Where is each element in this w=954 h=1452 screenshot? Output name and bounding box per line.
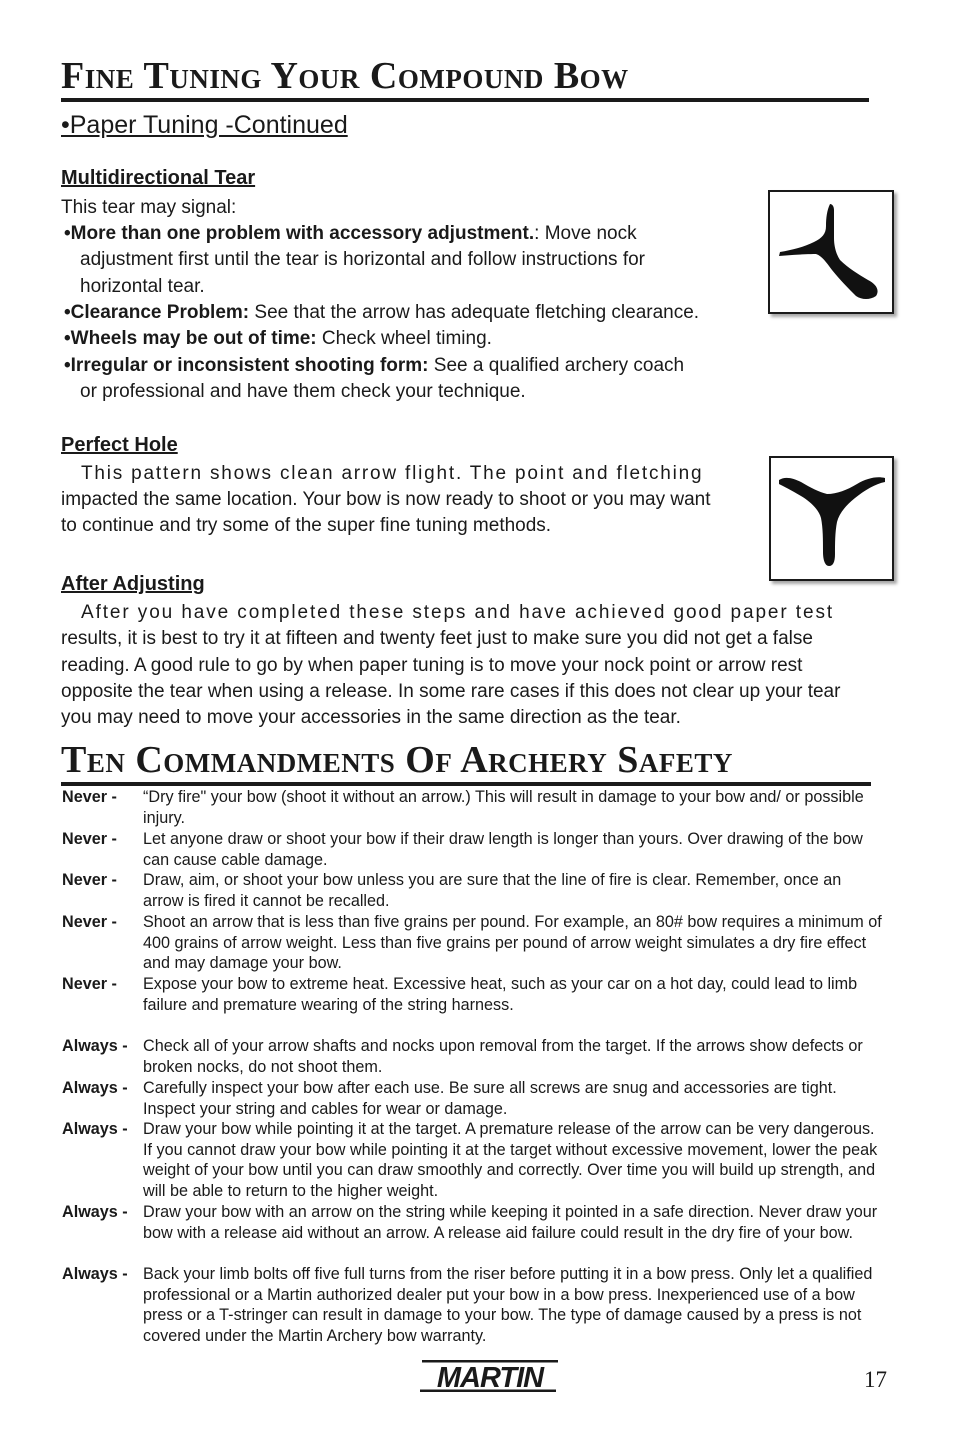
- commandment-item: [62, 912, 882, 974]
- commandment-item: [62, 974, 882, 1015]
- after-adjusting-line: opposite the tear when using a release. In some rare cases if this does not clear up your tear: [61, 681, 841, 702]
- commandment-text: Check all of your arrow shafts and nocks upon removal from the target. If the arrows show defects or broken nocks, do not shoot them.: [143, 1037, 863, 1076]
- commandment-label: Never -: [62, 975, 117, 993]
- commandment-item: [62, 1078, 882, 1119]
- martin-logo: [418, 1359, 562, 1393]
- bullet-bold: •More than one problem with accessory adjustment.: [64, 223, 535, 244]
- commandment-text: Back your limb bolts off five full turns from the riser before putting it in a bow press. Only let a qualified professional or a Martin authorized dealer put your bow in a bow press. Inexperienced use of a bow press or a T-stringer can result in damage to your bow. The type of damage caused by a press is not covered under the Martin Archery bow warranty.: [143, 1265, 873, 1345]
- commandment-text: Carefully inspect your bow after each use. Be sure all screws are snug and accessories are tight. Inspect your string and cables for wear or damage.: [143, 1079, 837, 1118]
- bullet-accessory-adjustment: [64, 221, 764, 300]
- bullet-continuation: adjustment first until the tear is horizontal and follow instructions for: [80, 249, 645, 271]
- commandment-label: Always -: [62, 1265, 128, 1283]
- commandment-item: [62, 1202, 882, 1243]
- bullet-text: : Move nock: [534, 223, 637, 244]
- commandment-item: [62, 1119, 882, 1201]
- commandment-label: Never -: [62, 871, 117, 889]
- perfect-hole-line: to continue and try some of the super fine tuning methods.: [61, 515, 552, 536]
- subheading-paper-tuning: •Paper Tuning -Continued: [61, 111, 348, 139]
- commandment-text: “Dry fire" your bow (shoot it without an arrow.) This will result in damage to your bow and/ or possible injury.: [143, 788, 864, 827]
- after-adjusting-line: you may need to move your accessories in the same direction as the tear.: [61, 707, 681, 728]
- logo-text: MARTIN: [436, 1362, 544, 1393]
- heading-multidirectional-tear: Multidirectional Tear: [61, 167, 256, 189]
- perfect-hole-image: [769, 456, 894, 581]
- commandment-item: [62, 829, 882, 870]
- bullet-text: See a qualified archery coach: [428, 355, 685, 376]
- commandment-text: Shoot an arrow that is less than five grains per pound. For example, an 80# bow requires a minimum of 400 grains of arrow weight. Less than five grains per pound of arrow weight simulates a dry fire effect and may damage your bow.: [143, 913, 882, 973]
- commandment-label: Always -: [62, 1203, 128, 1221]
- commandment-text: Draw your bow with an arrow on the string while keeping it pointed in a safe direction. Never draw your bow with a release aid without an arrow. A release aid failure could result in the dry fire of your bow.: [143, 1203, 878, 1242]
- perfect-hole-line: impacted the same location. Your bow is now ready to shoot or you may want: [61, 489, 711, 510]
- tear-shape-icon: [770, 192, 892, 312]
- bullet-continuation: or professional and have them check your technique.: [80, 381, 526, 403]
- commandment-label: Always -: [62, 1120, 128, 1138]
- bullet-text: Check wheel timing.: [316, 328, 492, 349]
- commandment-label: Never -: [62, 913, 117, 931]
- bullet-bold: •Irregular or inconsistent shooting form:: [64, 355, 429, 376]
- commandment-label: Always -: [62, 1079, 128, 1097]
- commandment-label: Never -: [62, 830, 117, 848]
- bullet-bold: •Wheels may be out of time:: [64, 328, 317, 349]
- after-adjusting-line: reading. A good rule to go by when paper tuning is to move your nock point or arrow rest: [61, 655, 803, 676]
- bullet-wheels-timing: [64, 326, 764, 352]
- commandment-item: [62, 1264, 882, 1346]
- after-adjusting-line: results, it is best to try it at fifteen and twenty feet just to make sure you did not get a false: [61, 628, 813, 649]
- commandment-item: [62, 870, 882, 911]
- heading-after-adjusting: After Adjusting: [61, 573, 205, 595]
- bullet-shooting-form: [64, 353, 764, 406]
- bullet-clearance-problem: [64, 300, 764, 326]
- section-title-ten-commandments: Ten Commandments Of Archery Safety: [61, 740, 871, 786]
- bullet-bold: •Clearance Problem:: [64, 302, 250, 323]
- bullet-text: See that the arrow has adequate fletching clearance.: [249, 302, 700, 323]
- perfect-hole-shape-icon: [771, 458, 892, 579]
- perfect-hole-line: This pattern shows clean arrow flight. The point and fletching: [81, 463, 704, 484]
- commandment-text: Draw your bow while pointing it at the target. A premature release of the arrow can be very dangerous. If you cannot draw your bow while pointing it at the target without excessive movement, lower the peak weight of your bow until you can draw smoothly and correctly. Over time you will build up strength, and will be able to return to the higher weight.: [143, 1120, 878, 1200]
- section-title-fine-tuning: Fine Tuning Your Compound Bow: [61, 56, 869, 102]
- commandment-text: Draw, aim, or shoot your bow unless you are sure that the line of fire is clear. Remember, once an arrow is fired it cannot be recalled.: [143, 871, 842, 910]
- commandment-label: Always -: [62, 1037, 128, 1055]
- multidirectional-intro: This tear may signal:: [61, 197, 237, 218]
- commandment-item: [62, 787, 882, 828]
- commandment-label: Never -: [62, 788, 117, 806]
- commandment-text: Let anyone draw or shoot your bow if their draw length is longer than yours. Over drawing of the bow can cause cable damage.: [143, 830, 863, 869]
- page-number: 17: [864, 1367, 887, 1392]
- multidirectional-tear-image: [768, 190, 894, 314]
- after-adjusting-line: After you have completed these steps and have achieved good paper test: [81, 602, 835, 623]
- heading-perfect-hole: Perfect Hole: [61, 434, 178, 456]
- commandment-item: [62, 1036, 882, 1077]
- bullet-continuation: horizontal tear.: [80, 275, 205, 297]
- commandment-text: Expose your bow to extreme heat. Excessive heat, such as your car on a hot day, could lead to limb failure and premature wearing of the string harness.: [143, 975, 858, 1014]
